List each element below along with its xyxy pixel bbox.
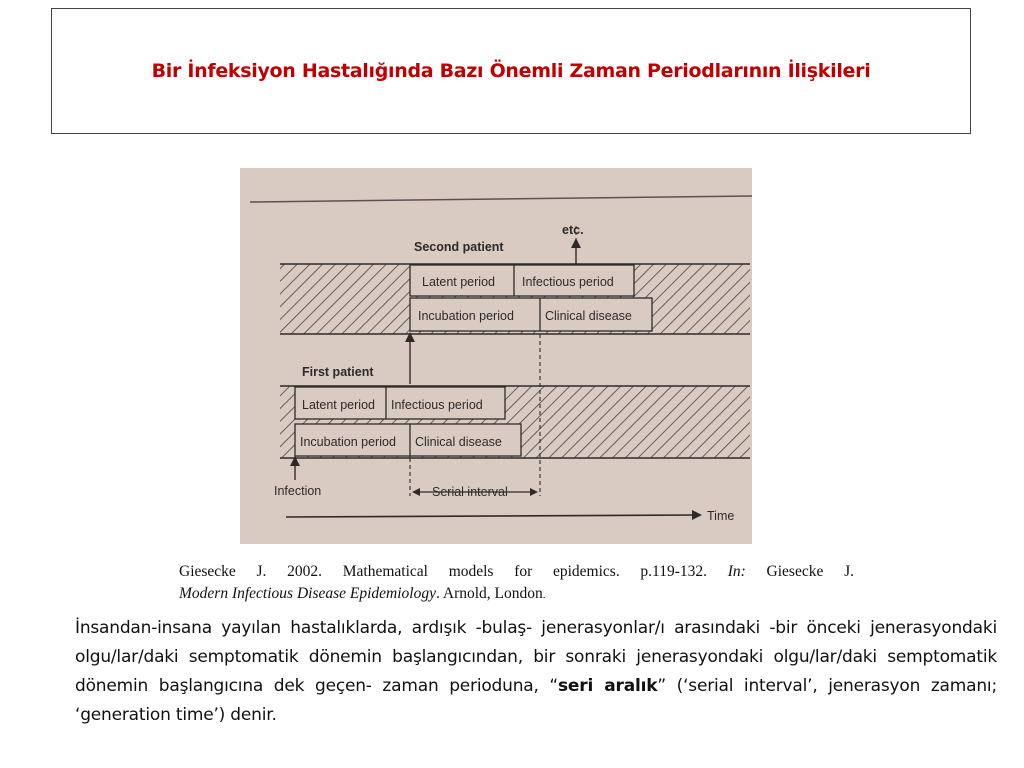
time-axis-label: Time <box>707 509 735 523</box>
second-incubation-period-label: Incubation period <box>418 309 514 323</box>
second-infectious-period-label: Infectious period <box>522 275 614 289</box>
second-clinical-disease-label: Clinical disease <box>545 309 632 323</box>
citation-line-2 <box>179 583 854 606</box>
first-incubation-period-label: Incubation period <box>300 435 396 449</box>
citation <box>179 561 854 606</box>
infection-label: Infection <box>274 484 322 498</box>
second-patient-label: Second patient <box>414 240 504 254</box>
paragraph-text: İnsandan-insana yayılan hastalıklarda, ardışık -bulaş- jenerasyonlar/ı arasındaki -bir önceki jenerasyondaki olgu/lar/daki semptomatik dönemin başlangıcından, bir sonraki jenerasyondaki olgu/lar/daki semptomatik dönemin başlangıcına dek geçen- zaman perioduna, “ <box>75 618 997 696</box>
citation-text: Giesecke J. 2002. Mathematical models for epidemics. p.119-132. <box>179 563 728 580</box>
paragraph-text-end: ” (‘serial interval’, jenerasyon zamanı; ‘generation time’) denir. <box>75 676 997 725</box>
citation-end: . <box>542 589 546 601</box>
serial-interval-label: Serial interval <box>432 485 508 499</box>
second-latent-period-label: Latent period <box>422 275 495 289</box>
citation-book-title: Modern Infectious Disease Epidemiology <box>179 585 436 602</box>
first-clinical-disease-label: Clinical disease <box>415 435 502 449</box>
serial-interval-diagram <box>240 168 752 544</box>
citation-author: Giesecke J. <box>745 563 854 580</box>
paragraph-bold-term: seri aralık <box>558 676 658 696</box>
first-infectious-period-label: Infectious period <box>391 398 483 412</box>
title-box <box>51 8 971 134</box>
first-latent-period-label: Latent period <box>302 398 375 412</box>
citation-line-1 <box>179 561 854 583</box>
citation-publisher: . Arnold, London <box>435 585 543 602</box>
page-title: Bir İnfeksiyon Hastalığında Bazı Önemli Zaman Periodlarının İlişkileri <box>151 60 871 82</box>
etc-label: etc. <box>562 223 584 237</box>
first-patient-label: First patient <box>302 365 374 379</box>
diagram-photo <box>240 168 752 544</box>
citation-in: In: <box>727 563 746 580</box>
description-paragraph <box>75 614 997 730</box>
